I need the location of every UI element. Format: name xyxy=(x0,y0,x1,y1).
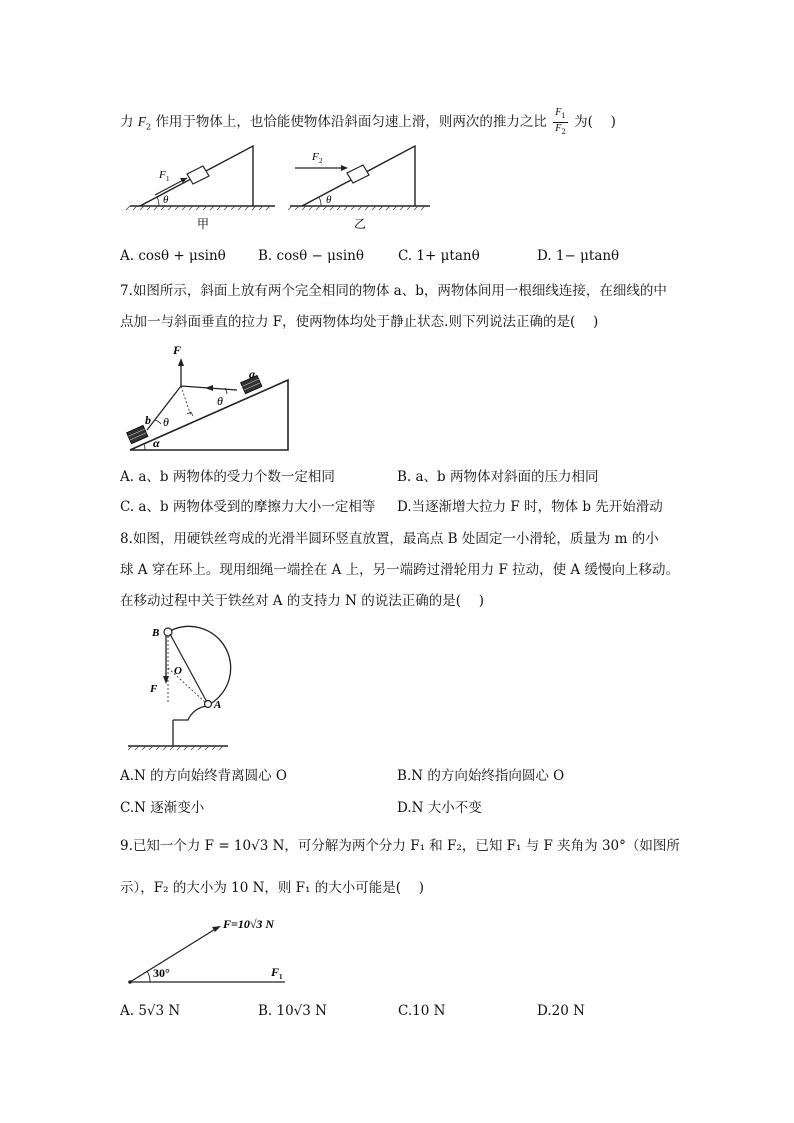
q8-stem-line2: 球 A 穿在环上。现用细绳一端拴在 A 上，另一端跨过滑轮用力 F 拉动，使 A 缓慢向上移动。 xyxy=(120,562,679,578)
q9-angle-label: 30° xyxy=(153,966,170,980)
q6-stem xyxy=(120,107,616,138)
q9-option-a[interactable]: A. 5√3 N xyxy=(120,1003,181,1019)
q6-left-force-label: F xyxy=(159,169,166,181)
q7-figure xyxy=(125,340,300,455)
q6-option-d[interactable]: D. 1− μtanθ xyxy=(537,248,620,264)
q7-stem-line2: 点加一与斜面垂直的拉力 F，使两物体均处于静止状态.则下列说法正确的是( ) xyxy=(120,314,599,330)
q9-f1-sub: 1 xyxy=(279,973,283,981)
q9-option-d[interactable]: D.20 N xyxy=(537,1003,585,1019)
q6-right-force-label: F xyxy=(312,151,319,163)
q8-option-a[interactable]: A.N 的方向始终背离圆心 O xyxy=(120,768,288,784)
frac-num-sub: 1 xyxy=(561,112,566,120)
q6-right-force-sub: 2 xyxy=(319,157,323,165)
frac-den-sub: 2 xyxy=(561,128,566,136)
q8-stem-line3: 在移动过程中关于铁丝对 A 的支持力 N 的说法正确的是( ) xyxy=(120,593,485,609)
q8-figure xyxy=(128,622,238,752)
q8-option-b[interactable]: B.N 的方向始终指向圆心 O xyxy=(397,768,565,784)
q8-option-c[interactable]: C.N 逐渐变小 xyxy=(120,800,205,816)
q6-stem-part: 为( ) xyxy=(574,114,616,130)
q7-option-b[interactable]: B. a、b 两物体对斜面的压力相同 xyxy=(397,469,599,485)
q6-right-angle: θ xyxy=(326,194,332,206)
q7-force-label: F xyxy=(173,343,182,357)
q6-ratio-fraction xyxy=(553,107,568,138)
q7-option-d[interactable]: D.当逐渐增大拉力 F 时，物体 b 先开始滑动 xyxy=(397,499,663,515)
q6-option-b[interactable]: B. cosθ − μsinθ xyxy=(258,248,364,264)
q6-right-caption: 乙 xyxy=(354,217,367,231)
q6-left-caption: 甲 xyxy=(197,217,210,231)
q8-label-O: O xyxy=(174,665,182,677)
q6-left-angle: θ xyxy=(163,194,169,206)
q6-figure-right xyxy=(290,140,440,235)
q9-stem-line1: 9.已知一个力 F = 10√3 N，可分解为两个分力 F₁ 和 F₂，已知 F₁ 与 F 夹角为 30°（如图所 xyxy=(120,838,680,854)
q8-label-A: A xyxy=(214,699,222,711)
q9-option-b[interactable]: B. 10√3 N xyxy=(258,1003,327,1019)
q7-theta-a: θ xyxy=(217,394,223,408)
frac-den: F xyxy=(555,123,562,134)
q6-stem-symbol-sub: 2 xyxy=(146,122,152,132)
q8-force-label: F xyxy=(150,683,158,695)
q6-figure-left xyxy=(125,140,285,235)
q6-left-force-sub: 1 xyxy=(166,175,170,183)
q6-stem-part: 力 xyxy=(120,114,134,130)
q7-option-a[interactable]: A. a、b 两物体的受力个数一定相同 xyxy=(120,469,335,485)
q9-figure xyxy=(125,910,295,990)
q7-stem-line1: 7.如图所示，斜面上放有两个完全相同的物体 a、b，两物体间用一根细线连接，在细线的中 xyxy=(120,283,667,299)
q9-force-label: F=10√3 N xyxy=(223,917,275,931)
q8-stem-line1: 8.如图，用硬铁丝弯成的光滑半圆环竖直放置，最高点 B 处固定一小滑轮，质量为 m 的小 xyxy=(120,531,659,547)
q6-stem-part: 作用于物体上，也恰能使物体沿斜面匀速上滑，则两次的推力之比 xyxy=(155,114,547,130)
q9-f1-label: F xyxy=(271,965,280,979)
q7-alpha: α xyxy=(153,436,160,450)
q8-option-d[interactable]: D.N 大小不变 xyxy=(397,800,482,816)
q6-option-a[interactable]: A. cosθ + μsinθ xyxy=(120,248,226,264)
q6-option-c[interactable]: C. 1+ μtanθ xyxy=(398,248,480,264)
q9-stem-line2: 示），F₂ 的大小为 10 N，则 F₁ 的大小可能是( ) xyxy=(120,880,425,896)
q6-stem-symbol: F xyxy=(137,114,147,129)
q9-option-c[interactable]: C.10 N xyxy=(398,1003,446,1019)
q7-label-a: a xyxy=(249,367,255,381)
frac-num: F xyxy=(555,107,562,118)
q7-label-b: b xyxy=(145,413,151,427)
q7-theta-b: θ xyxy=(163,415,169,429)
q7-option-c[interactable]: C. a、b 两物体受到的摩擦力大小一定相等 xyxy=(120,499,376,515)
q8-label-B: B xyxy=(152,627,160,639)
